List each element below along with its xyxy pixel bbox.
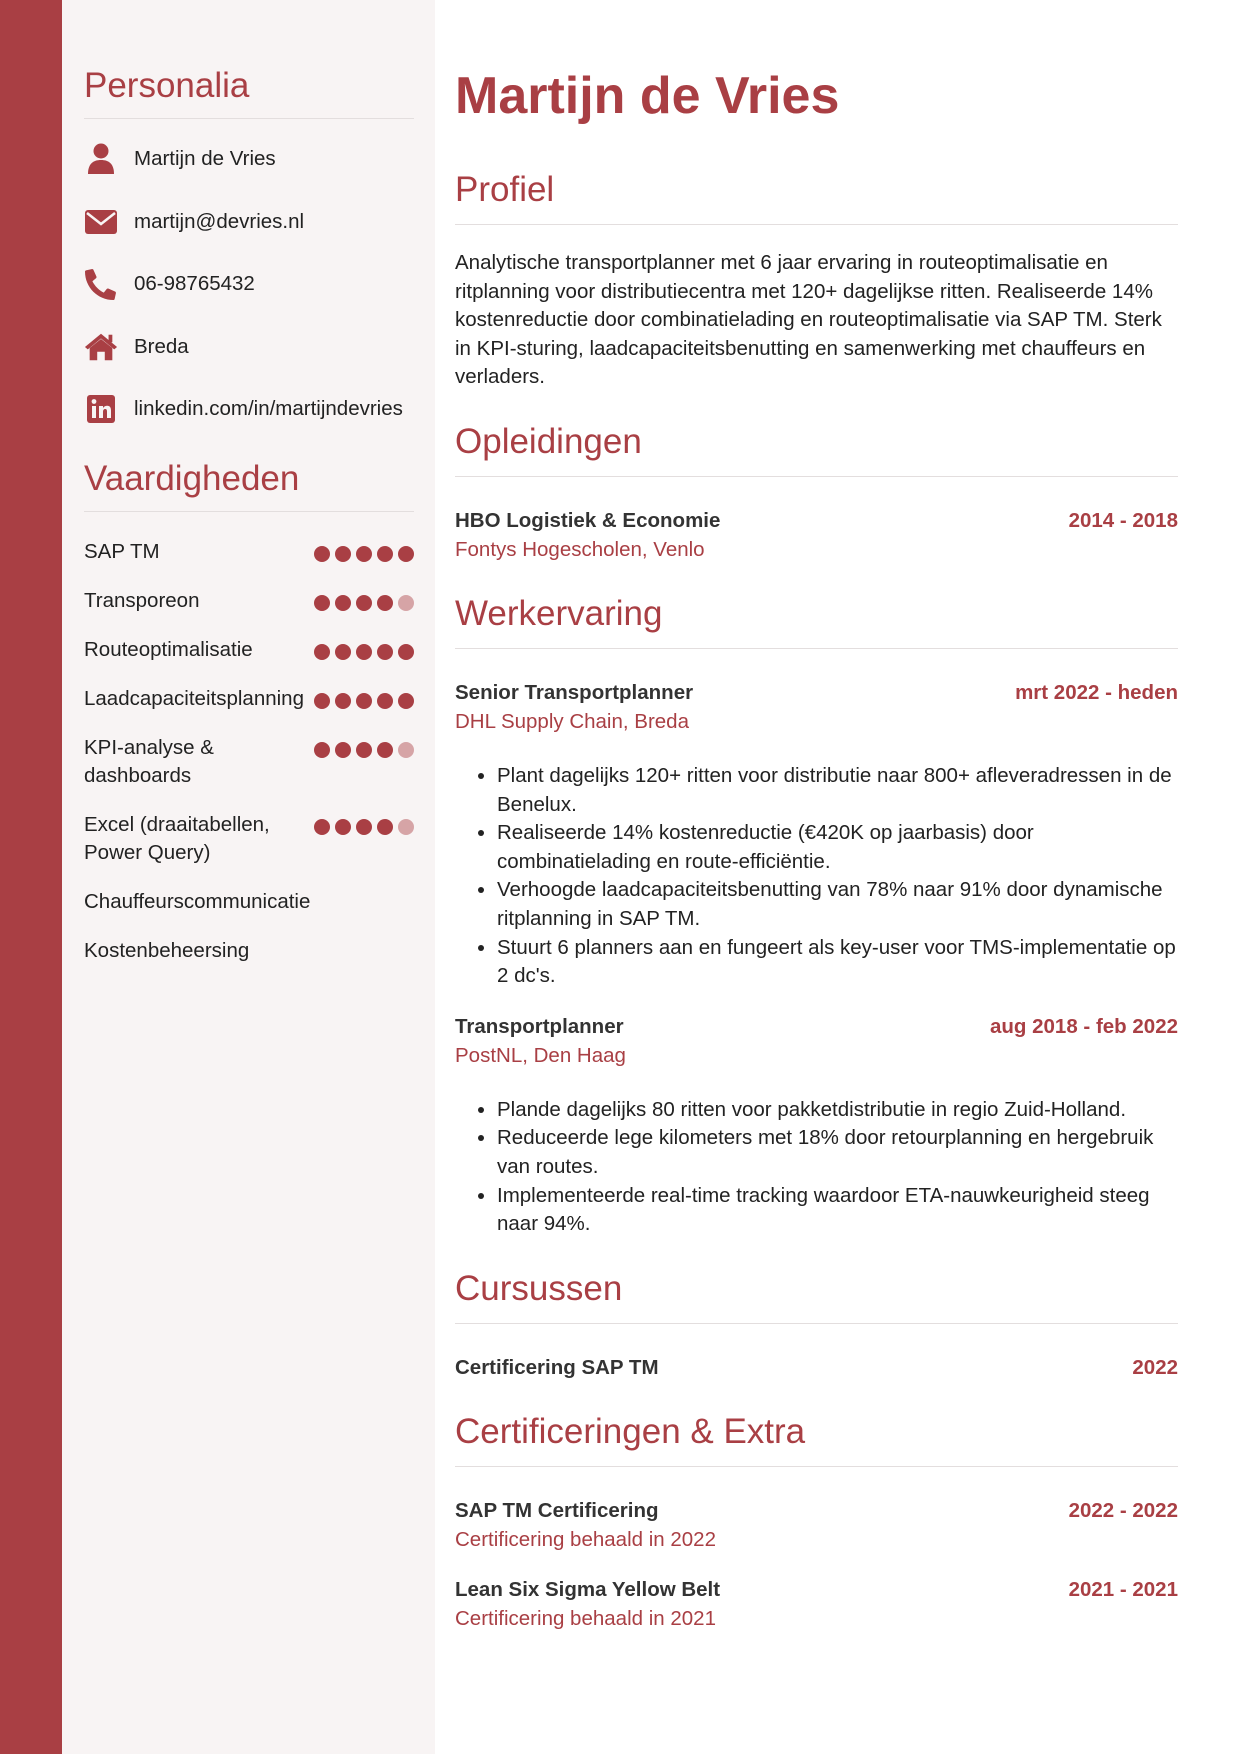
contact-text: martijn@devries.nl [134, 209, 305, 233]
phone-icon [84, 267, 118, 301]
list-item: • Reduceerde lege kilometers met 18% door retourplanning en hergebruik van routes. [497, 1124, 1178, 1181]
section-title: Cursussen [455, 1268, 623, 1308]
entry-subtitle: PostNL, Den Haag [455, 1043, 626, 1067]
entry-subtitle: DHL Supply Chain, Breda [455, 709, 689, 733]
skill-item [84, 587, 414, 615]
achievement-list [455, 762, 1178, 991]
section-title: Werkervaring [455, 593, 663, 633]
contact-text: linkedin.com/in/martijndevries [134, 397, 403, 420]
rating-dot-filled [398, 644, 414, 660]
entry-subtitle: Certificering behaald in 2022 [455, 1527, 716, 1551]
entry-date: 2021 - 2021 [1068, 1577, 1178, 1601]
rating-dot-filled [398, 546, 414, 562]
skill-rating [314, 734, 414, 758]
personal-heading: Personalia [84, 66, 250, 105]
list-item: • Stuurt 6 planners aan en fungeert als key-user voor TMS-implementatie op 2 dc's. [497, 934, 1178, 991]
skill-item [84, 685, 414, 713]
sidebar [62, 0, 435, 1754]
entry-header [455, 1497, 1178, 1525]
entry-header [455, 1354, 1178, 1382]
rating-dot-filled [356, 644, 372, 660]
section-title: Opleidingen [455, 421, 642, 461]
entry-header [455, 507, 1178, 535]
skill-rating [314, 636, 414, 660]
rating-dot-filled [377, 644, 393, 660]
rating-dot-filled [314, 819, 330, 835]
entry-header [455, 1576, 1178, 1604]
rating-dot-filled [356, 693, 372, 709]
certification-entry [455, 1576, 1178, 1633]
skill-item [84, 937, 414, 965]
list-item: • Plant dagelijks 120+ ritten voor distributie naar 800+ afleveradressen in de Benelux. [497, 762, 1178, 819]
certifications-section [455, 1410, 1178, 1633]
entry-title: Certificering SAP TM [455, 1355, 659, 1379]
skill-rating [314, 811, 414, 835]
contact-email[interactable] [84, 202, 414, 242]
course-entry [455, 1354, 1178, 1382]
rating-dot-filled [356, 742, 372, 758]
divider [84, 511, 414, 512]
rating-dot-filled [377, 693, 393, 709]
rating-dot-filled [356, 595, 372, 611]
skill-rating [314, 587, 414, 611]
rating-dot-filled [356, 819, 372, 835]
envelope-icon [84, 205, 118, 239]
skill-name: Excel (draaitabellen, Power Query) [84, 813, 270, 864]
home-icon [84, 330, 118, 364]
entry-header [455, 679, 1178, 707]
entry-date: 2014 - 2018 [1068, 508, 1178, 532]
entry-title: SAP TM Certificering [455, 1498, 659, 1522]
rating-dot-filled [335, 693, 351, 709]
skill-name: SAP TM [84, 540, 160, 563]
skill-name: Routeoptimalisatie [84, 638, 253, 661]
entry-header [455, 1013, 1178, 1041]
list-item: • Realiseerde 14% kostenreductie (€420K op jaarbasis) door combinatielading en route-efficiëntie. [497, 819, 1178, 876]
rating-dot-empty [398, 595, 414, 611]
main-content [455, 64, 1178, 1633]
skill-item [84, 734, 414, 790]
skill-item [84, 888, 414, 916]
skill-name: Kostenbeheersing [84, 939, 250, 962]
linkedin-icon [84, 392, 118, 426]
skill-item [84, 811, 414, 867]
entry-subtitle: Certificering behaald in 2021 [455, 1606, 716, 1630]
section-title: Profiel [455, 170, 555, 209]
divider [455, 1466, 1178, 1467]
education-section [455, 420, 1178, 564]
rating-dot-filled [398, 693, 414, 709]
rating-dot-filled [377, 595, 393, 611]
divider [455, 224, 1178, 225]
education-entry [455, 507, 1178, 564]
entry-date: 2022 [1132, 1355, 1178, 1379]
skill-item [84, 538, 414, 566]
contact-list [84, 139, 414, 429]
accent-stripe [0, 0, 62, 1754]
entry-subtitle: Fontys Hogescholen, Venlo [455, 537, 705, 561]
skills-list [84, 538, 414, 965]
rating-dot-filled [314, 595, 330, 611]
entry-date: 2022 - 2022 [1068, 1498, 1178, 1522]
skill-name: KPI-analyse & dashboards [84, 736, 214, 787]
skill-name: Laadcapaciteitsplanning [84, 687, 304, 710]
rating-dot-filled [377, 742, 393, 758]
contact-linkedin[interactable] [84, 389, 414, 429]
courses-section [455, 1267, 1178, 1382]
divider [455, 476, 1178, 477]
rating-dot-filled [335, 595, 351, 611]
skill-item [84, 636, 414, 664]
experience-entry [455, 1013, 1178, 1239]
section-title: Certificeringen & Extra [455, 1411, 806, 1451]
skill-name: Transporeon [84, 589, 200, 612]
skill-rating [314, 538, 414, 562]
entry-date: mrt 2022 - heden [1015, 680, 1178, 704]
certification-entry [455, 1497, 1178, 1554]
rating-dot-filled [335, 644, 351, 660]
contact-name [84, 139, 414, 179]
rating-dot-empty [398, 819, 414, 835]
list-item: • Implementeerde real-time tracking waardoor ETA-nauwkeurigheid steeg naar 94%. [497, 1182, 1178, 1239]
profile-text: Analytische transportplanner met 6 jaar ervaring in routeoptimalisatie en ritplanning voor distributiecentra met 120+ dagelijkse ritten. Realiseerde 14% kostenreductie door combinatielading en routeoptimalisatie via SAP TM. Sterk in KPI-sturing, laadcapaciteitsbenutting en samenwerking met chauffeurs en verladers. [455, 251, 1162, 389]
contact-location [84, 327, 414, 367]
experience-entry [455, 679, 1178, 991]
contact-text: 06-98765432 [134, 272, 255, 295]
skill-name: Chauffeurscommunicatie [84, 890, 311, 913]
entry-date: aug 2018 - feb 2022 [989, 1014, 1178, 1038]
entry-title: Lean Six Sigma Yellow Belt [455, 1577, 721, 1601]
rating-dot-filled [335, 742, 351, 758]
rating-dot-empty [398, 742, 414, 758]
rating-dot-filled [377, 819, 393, 835]
list-item: • Verhoogde laadcapaciteitsbenutting van 78% naar 91% door dynamische ritplanning in SAP TM. [497, 876, 1178, 933]
divider [455, 648, 1178, 649]
rating-dot-filled [314, 546, 330, 562]
contact-text: Martijn de Vries [134, 147, 276, 170]
candidate-name: Martijn de Vries [455, 67, 840, 125]
contact-text: Breda [134, 334, 189, 358]
skills-heading: Vaardigheden [84, 459, 300, 498]
skill-rating [314, 685, 414, 709]
contact-phone[interactable] [84, 264, 414, 304]
user-icon [84, 142, 118, 176]
rating-dot-filled [335, 819, 351, 835]
rating-dot-filled [356, 546, 372, 562]
rating-dot-filled [314, 693, 330, 709]
entry-title: Senior Transportplanner [455, 680, 694, 704]
list-item: • Plande dagelijks 80 ritten voor pakketdistributie in regio Zuid-Holland. [497, 1096, 1178, 1125]
divider [84, 118, 414, 119]
divider [455, 1323, 1178, 1324]
rating-dot-filled [377, 546, 393, 562]
experience-section [455, 592, 1178, 1239]
entry-title: Transportplanner [455, 1014, 624, 1038]
rating-dot-filled [314, 644, 330, 660]
profile-section [455, 168, 1178, 392]
achievement-list [455, 1096, 1178, 1239]
rating-dot-filled [335, 546, 351, 562]
rating-dot-filled [314, 742, 330, 758]
entry-title: HBO Logistiek & Economie [455, 508, 721, 532]
